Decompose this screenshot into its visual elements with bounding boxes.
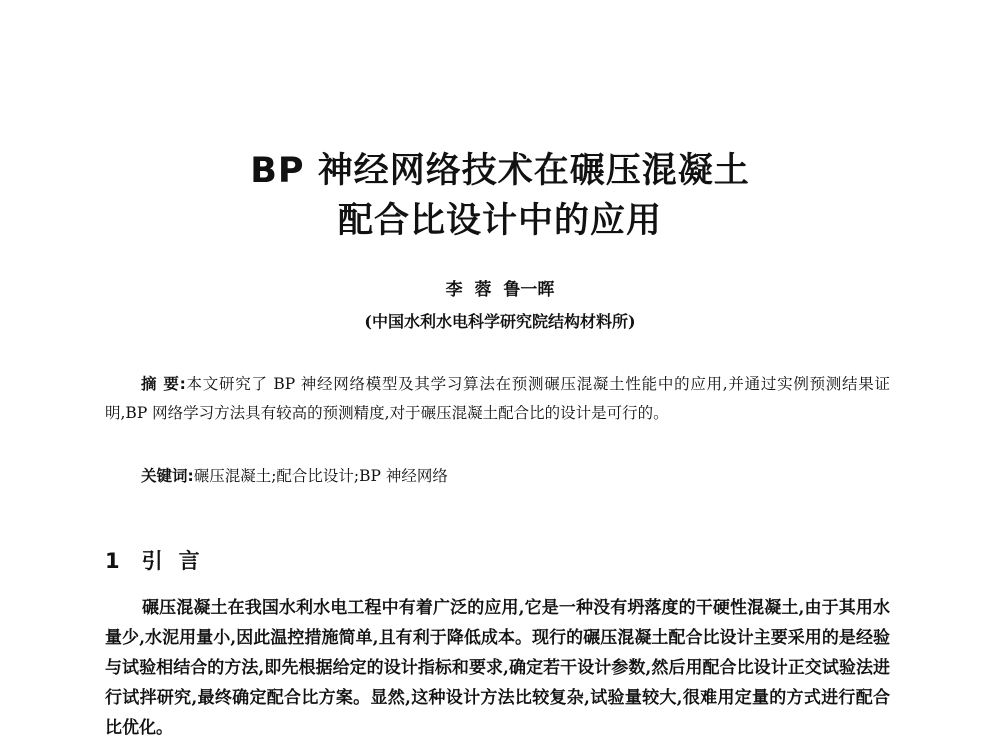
affiliation: (中国水利水电科学研究院结构材料所): [364, 312, 636, 331]
keywords-label: 关键词:: [141, 467, 194, 485]
keywords-text: 碾压混凝土;配合比设计;BP 神经网络: [193, 467, 448, 485]
section-heading-introduction: [105, 545, 216, 575]
section-number: 1: [105, 549, 120, 573]
abstract-text: 本文研究了 BP 神经网络模型及其学习算法在预测碾压混凝土性能中的应用,并通过实例预测结果证明,BP 网络学习方法具有较高的预测精度,对于碾压混凝土配合比的设计是可行的。: [105, 375, 890, 422]
paper-title-line-1: BP 神经网络技术在碾压混凝土: [250, 151, 750, 191]
keywords: [141, 465, 448, 487]
paper-title-line-2: 配合比设计中的应用: [337, 201, 662, 241]
abstract-label: 摘 要:: [141, 375, 186, 393]
abstract: [105, 370, 890, 428]
introduction-paragraph: 碾压混凝土在我国水利水电工程中有着广泛的应用,它是一种没有坍落度的干硬性混凝土,由于其用水量少,水泥用量小,因此温控措施简单,且有利于降低成本。现行的碾压混凝土配合比设计主要采用的是经验与试验相结合的方法,即先根据给定的设计指标和要求,确定若干设计参数,然后用配合比设计正交试验法进行试拌研究,最终确定配合比方案。显然,这种设计方法比较复杂,试验量较大,很难用定量的方式进行配合比优化。: [105, 598, 890, 738]
section-title: 引言: [141, 549, 216, 573]
authors: 李 蓉 鲁一晖: [445, 280, 555, 300]
